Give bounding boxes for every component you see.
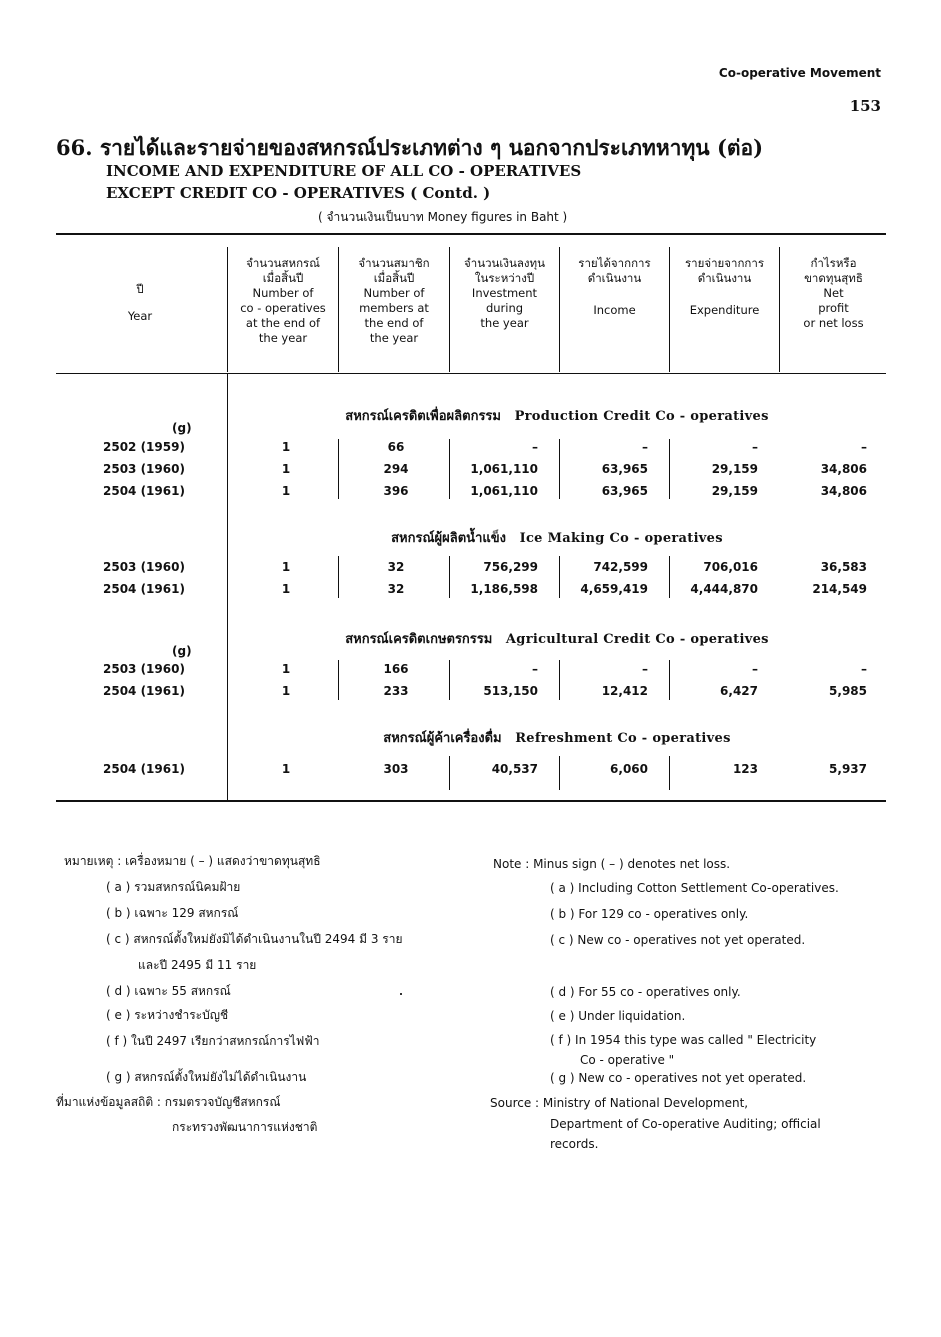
header-divider (669, 247, 670, 372)
note-th-g: ( g ) สหกรณ์ตั้งใหม่ยังไม่ได้ดำเนินงาน (106, 1070, 307, 1084)
note-th-f: ( f ) ในปี 2497 เรียกว่าสหกรณ์การไฟฟ้า (106, 1034, 320, 1048)
note-mark-g: (g) (172, 421, 192, 435)
table-row: 2502 (1959) 1 66 – – – – (103, 440, 867, 454)
note-en-e: ( e ) Under liquidation. (550, 1009, 686, 1023)
note-mark-g: (g) (172, 644, 192, 658)
table-row: 2504 (1961) 1 396 1,061,110 63,965 29,159 34,806 (103, 484, 867, 498)
note-th-c-cont: และปี 2495 มี 11 ราย (138, 958, 257, 972)
source-en-cont2: records. (550, 1137, 599, 1151)
note-en-c: ( c ) New co - operatives not yet operated. (550, 933, 806, 947)
note-en-d: ( d ) For 55 co - operatives only. (550, 985, 741, 999)
table-bottom-rule (56, 800, 886, 802)
title-english-line2: EXCEPT CREDIT CO - OPERATIVES ( Contd. ) (106, 184, 491, 202)
section-title-ice-making: สหกรณ์ผู้ผลิตน้ำแข็ง Ice Making Co - operatives (391, 531, 723, 546)
header-divider (779, 247, 780, 372)
print-speck (400, 993, 402, 995)
note-th-e: ( e ) ระหว่างชำระบัญชี (106, 1008, 229, 1022)
section-title-production-credit: สหกรณ์เครดิตเพื่อผลิตกรรม Production Credit Co - operatives (345, 409, 769, 424)
column-header-investment: จำนวนเงินลงทุน ในระหว่างปี Investment during the year (464, 256, 545, 330)
note-en-f-cont: Co - operative " (580, 1053, 675, 1067)
table-row: 2503 (1960) 1 32 756,299 742,599 706,016 36,583 (103, 560, 867, 574)
note-en-head: Note : Minus sign ( – ) denotes net loss. (493, 857, 731, 871)
source-en: Source : Ministry of National Development, (490, 1096, 749, 1110)
running-title: Co-operative Movement (718, 66, 881, 80)
title-english-line1: INCOME AND EXPENDITURE OF ALL CO - OPERATIVES (106, 162, 582, 180)
table-row: 2504 (1961) 1 233 513,150 12,412 6,427 5,985 (103, 684, 867, 698)
source-th: ที่มาแห่งข้อมูลสถิติ : กรมตรวจบัญชีสหกรณ์ (56, 1095, 281, 1109)
table-top-rule (56, 233, 886, 235)
column-header-members: จำนวนสมาชิก เมื่อสิ้นปี Number of members at the end of the year (358, 256, 430, 345)
source-en-cont: Department of Co-operative Auditing; official (550, 1117, 821, 1131)
note-th-c: ( c ) สหกรณ์ตั้งใหม่ยังมิได้ดำเนินงานในปี 2494 มี 3 ราย (106, 932, 403, 946)
header-divider (227, 247, 228, 372)
note-en-b: ( b ) For 129 co - operatives only. (550, 907, 749, 921)
column-header-income: รายได้จากการ ดำเนินงาน Income (578, 256, 651, 317)
table-row: 2504 (1961) 1 32 1,186,598 4,659,419 4,444,870 214,549 (103, 582, 867, 596)
header-divider (338, 247, 339, 372)
table-row: 2503 (1960) 1 166 – – – – (103, 662, 867, 676)
note-th-a: ( a ) รวมสหกรณ์นิคมฝ้าย (106, 880, 241, 894)
header-divider (559, 247, 560, 372)
column-header-coops: จำนวนสหกรณ์ เมื่อสิ้นปี Number of co - operatives at the end of the year (240, 256, 326, 345)
note-th-head: หมายเหตุ : เครื่องหมาย ( – ) แสดงว่าขาดทุนสุทธิ (64, 854, 321, 868)
header-divider (449, 247, 450, 372)
note-th-b: ( b ) เฉพาะ 129 สหกรณ์ (106, 906, 239, 920)
unit-note: ( จำนวนเงินเป็นบาท Money figures in Baht ) (318, 210, 568, 224)
title-thai: 66. รายได้และรายจ่ายของสหกรณ์ประเภทต่าง ๆ นอกจากประเภทหาทุน (ต่อ) (56, 135, 764, 160)
section-title-refreshment: สหกรณ์ผู้ค้าเครื่องดื่ม Refreshment Co - operatives (383, 731, 731, 746)
note-th-d: ( d ) เฉพาะ 55 สหกรณ์ (106, 984, 231, 998)
table-row: 2504 (1961) 1 303 40,537 6,060 123 5,937 (103, 762, 867, 776)
note-en-f: ( f ) In 1954 this type was called " Electricity (550, 1033, 817, 1047)
table-row: 2503 (1960) 1 294 1,061,110 63,965 29,159 34,806 (103, 462, 867, 476)
note-en-g: ( g ) New co - operatives not yet operated. (550, 1071, 807, 1085)
source-th-cont: กระทรวงพัฒนาการแห่งชาติ (172, 1120, 318, 1134)
column-header-expenditure: รายจ่ายจากการ ดำเนินงาน Expenditure (684, 256, 765, 317)
note-en-a: ( a ) Including Cotton Settlement Co-operatives. (550, 881, 839, 895)
section-title-agricultural-credit: สหกรณ์เครดิตเกษตรกรรม Agricultural Credit Co - operatives (345, 632, 769, 647)
table-header-rule (56, 373, 886, 374)
page-number: 153 (849, 97, 881, 115)
column-header-year: ปี Year (127, 282, 153, 323)
column-header-net: กำไรหรือ ขาดทุนสุทธิ Net profit or net loss (803, 256, 864, 330)
